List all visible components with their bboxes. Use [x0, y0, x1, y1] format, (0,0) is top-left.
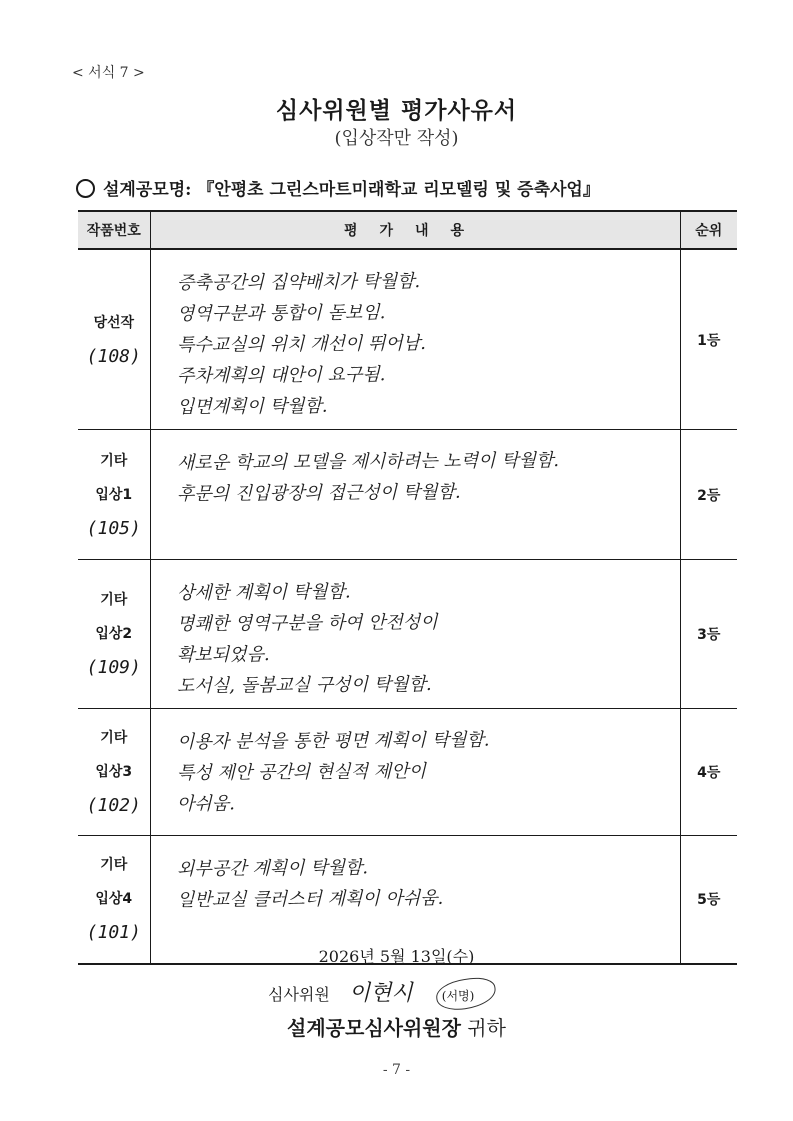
project-label: 설계공모명:	[103, 180, 192, 200]
evaluation-comment-cell	[150, 430, 680, 560]
award-label: 기타	[100, 452, 128, 469]
award-label: 기타	[100, 857, 128, 874]
comment-line: 후문의 진입광장의 접근성이 탁월함.	[176, 481, 461, 505]
comment-line: 확보되었음.	[176, 644, 270, 666]
evaluation-comment-cell	[150, 560, 680, 709]
rank-cell: 3등	[680, 560, 737, 709]
comment-line: 영역구분과 통합이 돋보임.	[176, 302, 386, 325]
rank-cell: 5등	[680, 836, 737, 964]
table-header-row	[78, 211, 737, 249]
header-evaluation-content: 평가내용	[150, 211, 680, 249]
comment-line: 특성 제안 공간의 현실적 제안이	[176, 760, 426, 784]
evaluation-comment-cell	[150, 709, 680, 836]
signature-seal: (서명)	[436, 985, 483, 1006]
entry-number: (102)	[86, 795, 141, 816]
judge-signature-line	[268, 976, 482, 1007]
comment-line: 특수교실의 위치 개선이 뛰어남.	[176, 332, 426, 356]
rank-cell: 4등	[680, 709, 737, 836]
award-sublabel: 입상1	[95, 486, 133, 503]
comment-line: 새로운 학교의 모델을 제시하려는 노력이 탁월함.	[176, 450, 559, 474]
award-sublabel: 입상2	[95, 626, 133, 642]
table-row	[78, 709, 737, 836]
judge-name-handwritten: 이현시	[348, 981, 413, 1006]
comment-line: 상세한 계획이 탁월함.	[176, 581, 351, 604]
entry-label-cell	[78, 430, 150, 560]
comment-line: 주차계획의 대안이 요구됨.	[176, 364, 386, 387]
addressee: 설계공모심사위원장	[287, 1016, 461, 1040]
comment-line: 아쉬움.	[176, 793, 235, 815]
table-row	[78, 430, 737, 560]
entry-label-cell	[78, 249, 150, 430]
comment-line: 외부공간 계획이 탁월함.	[176, 857, 368, 880]
comment-line: 입면계획이 탁월함.	[176, 395, 328, 418]
circle-bullet-icon	[76, 179, 95, 198]
entry-number: (101)	[86, 922, 141, 944]
document-subtitle: (입상작만 작성)	[334, 128, 459, 149]
project-name: 『안평초 그린스마트미래학교 리모델링 및 증축사업』	[197, 180, 600, 200]
document-title: 심사위원별 평가사유서	[275, 98, 518, 124]
rank-cell: 1등	[680, 249, 737, 430]
project-name-line	[76, 175, 600, 200]
rank-cell: 2등	[680, 430, 737, 560]
header-entry-number: 작품번호	[78, 211, 150, 249]
comment-line: 도서실, 돌봄교실 구성이 탁월함.	[176, 673, 432, 697]
signature-date: 2026년 5월 13일(수)	[318, 947, 475, 966]
addressee-line	[0, 1012, 793, 1041]
award-sublabel: 입상4	[95, 891, 133, 908]
page-number: - 7 -	[382, 1062, 411, 1078]
award-label: 기타	[100, 730, 128, 746]
entry-number: (108)	[86, 345, 141, 367]
entry-label-cell	[78, 709, 150, 836]
table-row	[78, 249, 737, 430]
evaluation-comment-cell	[150, 249, 680, 430]
addressee-suffix: 귀하	[467, 1016, 506, 1040]
comment-line: 일반교실 클러스터 계획이 아쉬움.	[176, 887, 443, 911]
award-label: 당선작	[93, 314, 135, 331]
table-row	[78, 560, 737, 709]
judge-label: 심사위원	[268, 985, 330, 1004]
comment-line: 이용자 분석을 통한 평면 계획이 탁월함.	[176, 729, 490, 753]
award-sublabel: 입상3	[95, 764, 133, 780]
comment-line: 명쾌한 영역구분을 하여 안전성이	[176, 611, 438, 635]
entry-number: (109)	[86, 657, 141, 678]
entry-label-cell	[78, 560, 150, 709]
header-rank: 순위	[680, 211, 737, 249]
form-number-label: < 서식 7 >	[72, 65, 145, 81]
award-label: 기타	[100, 592, 128, 608]
entry-number: (105)	[86, 517, 141, 539]
comment-line: 증축공간의 집약배치가 탁월함.	[176, 271, 420, 294]
evaluation-table	[78, 210, 737, 965]
